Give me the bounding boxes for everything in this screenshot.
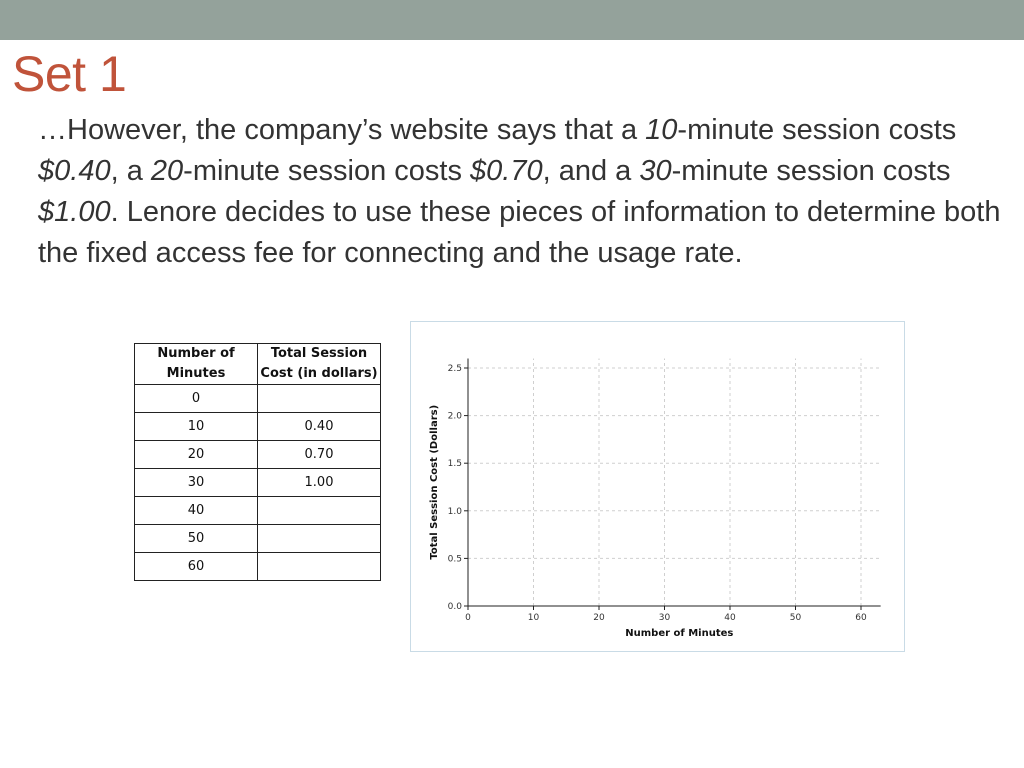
table-cell-cost: 0.40 (258, 413, 381, 441)
header-minutes-line1: Number of (157, 346, 235, 361)
table-cell-cost (258, 385, 381, 413)
table-cell-cost: 1.00 (258, 469, 381, 497)
emphasis-value: $1.00 (38, 196, 111, 228)
table-cell-minutes: 50 (135, 525, 258, 553)
table-cell-minutes: 60 (135, 553, 258, 581)
data-table (134, 343, 381, 581)
y-tick-label: 1.5 (447, 459, 462, 470)
chart-frame (410, 321, 905, 652)
x-tick-label: 0 (465, 613, 471, 623)
y-axis-label: Total Session Cost (Dollars) (429, 404, 440, 560)
table-cell-minutes: 40 (135, 497, 258, 525)
table-row (135, 441, 381, 469)
emphasis-value: 10 (645, 114, 678, 146)
table-cell-minutes: 10 (135, 413, 258, 441)
table-row (135, 413, 381, 441)
body-text-run: …However, the company’s website says that a (38, 114, 646, 146)
table-cell-minutes: 30 (135, 469, 258, 497)
x-tick-label: 60 (855, 613, 867, 623)
emphasis-value: 30 (639, 155, 672, 187)
y-tick-label: 0.5 (447, 554, 462, 565)
slide-title: Set 1 (12, 46, 127, 102)
body-text-run: -minute session costs (671, 155, 951, 187)
top-bar (0, 0, 1024, 40)
x-tick-label: 40 (724, 613, 736, 623)
table-cell-cost (258, 497, 381, 525)
table-row (135, 497, 381, 525)
y-tick-label: 1.0 (447, 506, 462, 517)
y-tick-label: 0.0 (447, 602, 462, 612)
y-tick-label: 2.0 (447, 411, 462, 422)
table-row (135, 553, 381, 581)
emphasis-value: 20 (150, 155, 184, 187)
x-tick-label: 10 (527, 613, 540, 623)
chart (411, 322, 903, 650)
table-row (135, 525, 381, 553)
header-cost-line2: Cost (in dollars) (260, 366, 378, 381)
body-paragraph (38, 110, 1008, 274)
table-cell-minutes: 0 (135, 385, 258, 413)
table-cell-cost: 0.70 (258, 441, 381, 469)
table-row (135, 469, 381, 497)
table-header-row (135, 344, 381, 385)
body-text-run: , a (110, 155, 151, 187)
emphasis-value: $0.70 (470, 155, 543, 187)
body-text-run: . Lenore decides to use these pieces of information to determine both the fixed access fee for connecting and the usage rate. (38, 196, 1001, 269)
body-text-run: -minute session costs (183, 155, 471, 187)
table-cell-cost (258, 525, 381, 553)
x-tick-label: 20 (593, 613, 605, 623)
y-tick-label: 2.5 (447, 364, 462, 374)
header-minutes (135, 344, 258, 385)
body-text-run: -minute session costs (677, 114, 957, 146)
table-cell-minutes: 20 (135, 441, 258, 469)
emphasis-value: $0.40 (38, 155, 111, 187)
body-text-run: , and a (542, 155, 640, 187)
header-minutes-line2: Minutes (166, 366, 226, 381)
x-tick-label: 30 (658, 613, 671, 623)
table-row (135, 385, 381, 413)
x-tick-label: 50 (789, 613, 802, 623)
table-cell-cost (258, 553, 381, 581)
header-cost (258, 344, 381, 385)
x-axis-label: Number of Minutes (625, 628, 734, 639)
header-cost-line1: Total Session (270, 346, 368, 361)
